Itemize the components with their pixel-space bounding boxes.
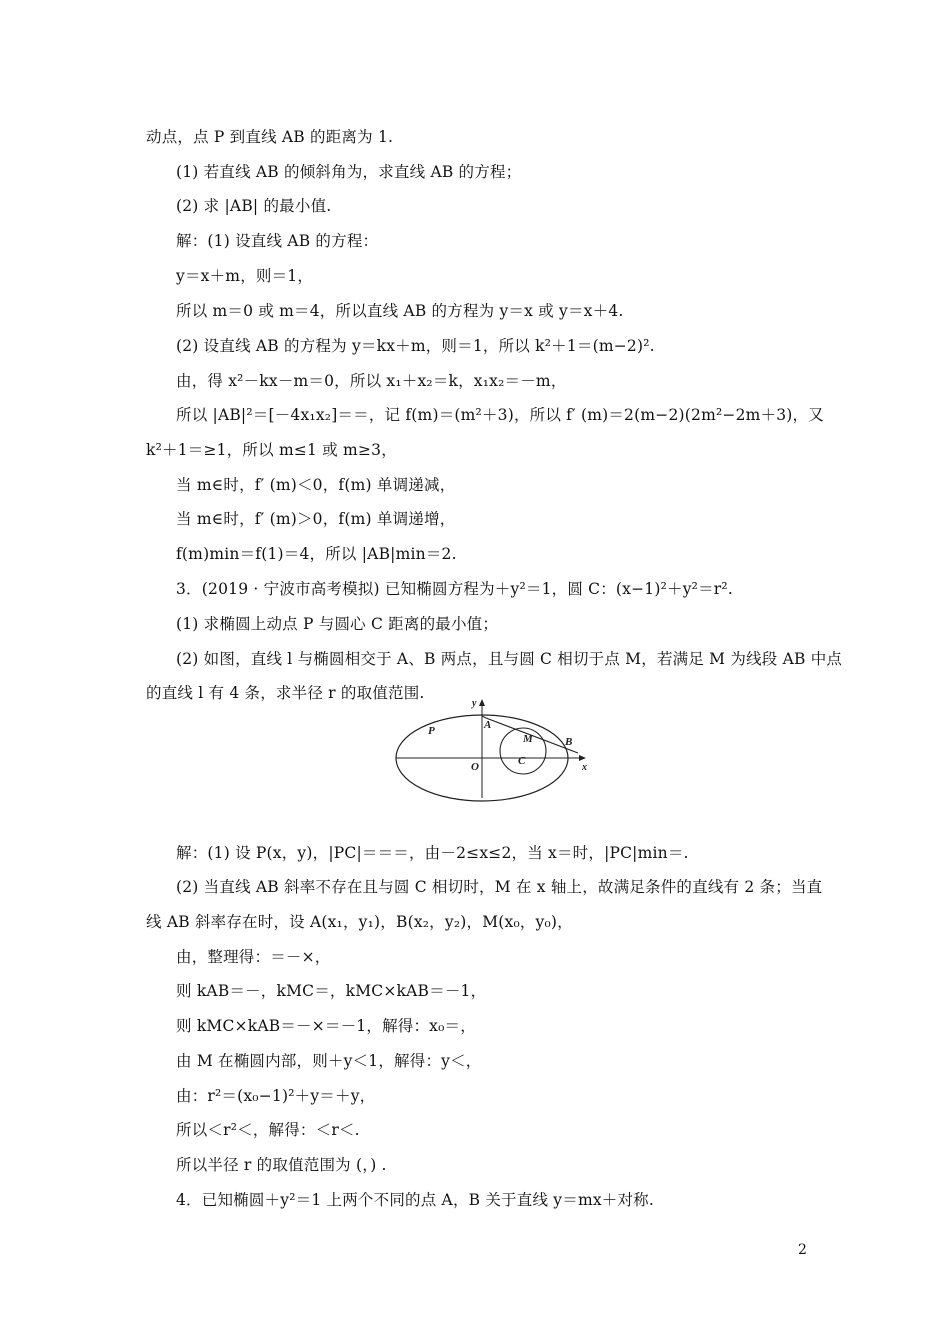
text-line: 所以半径 r 的取值范围为 (，) .: [176, 1156, 387, 1174]
text-line: 解：(1) 设 P(x，y)，|PC|＝＝＝，由－2≤x≤2，当 x＝时，|PC|min＝.: [176, 844, 689, 862]
text-line: 则 kMC×kAB＝－×＝－1，解得：x₀＝，: [176, 1017, 476, 1035]
text-line: 则 kAB＝－，kMC＝，kMC×kAB＝－1，: [176, 982, 487, 1000]
text-line: (2) 求 |AB| 的最小值.: [176, 197, 332, 215]
figure-diagram: [390, 690, 590, 802]
text-line: 所以＜r²＜，解得：＜r＜.: [176, 1121, 360, 1139]
text-line: 当 m∈时，f′ (m)＜0，f(m) 单调递减，: [176, 476, 456, 494]
text-line: 由，整理得：＝－×，: [176, 948, 331, 966]
text-line: 的直线 l 有 4 条，求半径 r 的取值范围.: [146, 684, 425, 702]
text-line: (2) 当直线 AB 斜率不存在且与圆 C 相切时，M 在 x 轴上，故满足条件的直线有 2 条；当直: [176, 878, 823, 896]
label-x: x: [582, 762, 587, 773]
label-p: P: [428, 725, 435, 737]
page-number: 2: [798, 1242, 807, 1258]
x-axis-arrow: [579, 755, 586, 761]
text-line: 由：r²＝(x₀−1)²＋y＝＋y，: [176, 1087, 376, 1105]
text-line: (1) 若直线 AB 的倾斜角为，求直线 AB 的方程；: [176, 163, 522, 181]
y-axis-arrow: [479, 699, 485, 706]
label-m: M: [523, 733, 533, 745]
label-a: A: [484, 719, 492, 731]
text-line: f(m)min＝f(1)＝4，所以 |AB|min＝2.: [176, 545, 457, 563]
text-line: y＝x＋m，则＝1，: [176, 267, 314, 285]
label-b: B: [565, 736, 573, 748]
text-line: 线 AB 斜率存在时，设 A(x₁，y₁)，B(x₂，y₂)，M(x₀，y₀)，: [146, 913, 573, 931]
text-line: 解：(1) 设直线 AB 的方程：: [176, 232, 379, 250]
label-y: y: [472, 698, 477, 709]
text-line: (2) 如图，直线 l 与椭圆相交于 A、B 两点，且与圆 C 相切于点 M，若满足 M 为线段 AB 中点: [176, 650, 843, 668]
text-line: 由 M 在椭圆内部，则＋y＜1，解得：y＜，: [176, 1052, 482, 1070]
text-line: 3．(2019 · 宁波市高考模拟) 已知椭圆方程为＋y²＝1，圆 C：(x−1)²＋y²＝r².: [176, 580, 733, 598]
text-line: 由，得 x²－kx－m＝0，所以 x₁＋x₂＝k，x₁x₂＝－m，: [176, 372, 567, 390]
label-c: C: [518, 755, 526, 767]
ellipse-circle-figure: [390, 690, 590, 802]
text-line: (2) 设直线 AB 的方程为 y＝kx＋m，则＝1，所以 k²＋1＝(m−2)².: [176, 337, 655, 355]
text-line: 4．已知椭圆＋y²＝1 上两个不同的点 A，B 关于直线 y＝mx＋对称.: [176, 1191, 655, 1209]
text-line: 动点，点 P 到直线 AB 的距离为 1.: [146, 128, 394, 146]
label-o: O: [471, 761, 479, 773]
text-line: 当 m∈时，f′ (m)＞0，f(m) 单调递增，: [176, 510, 456, 528]
line-a-to-ellipse: [482, 716, 486, 718]
text-line: (1) 求椭圆上动点 P 与圆心 C 距离的最小值；: [176, 615, 499, 633]
text-line: k²＋1＝≥1，所以 m≤1 或 m≥3，: [146, 441, 397, 459]
text-line: 所以 |AB|²＝[－4x₁x₂]＝＝，记 f(m)＝(m²＋3)，所以 f′ (m)＝2(m−2)(2m²−2m＋3)，又: [176, 406, 824, 424]
text-line: 所以 m＝0 或 m＝4，所以直线 AB 的方程为 y＝x 或 y＝x＋4.: [176, 302, 624, 320]
